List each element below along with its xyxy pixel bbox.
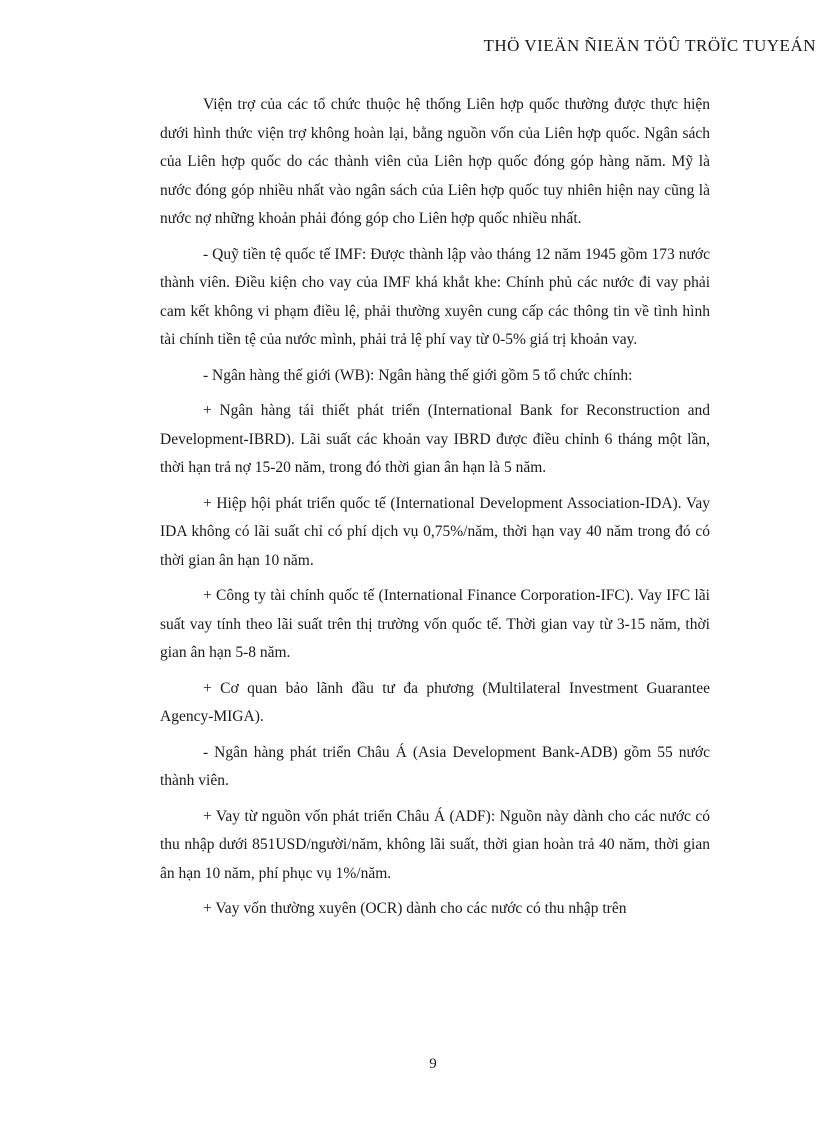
paragraph-ifc: + Công ty tài chính quốc tế (International Finance Corporation-IFC). Vay IFC lãi suất vay tính theo lãi suất trên thị trường vốn quốc tế. Thời gian vay từ 3-15 năm, thời gian ân hạn 5-8 năm. [160,587,710,661]
paragraph-adb: - Ngân hàng phát triển Châu Á (Asia Development Bank-ADB) gồm 55 nước thành viên. [160,743,710,789]
paragraph-world-bank: - Ngân hàng thế giới (WB): Ngân hàng thế giới gồm 5 tổ chức chính: [203,366,633,384]
paragraph-ocr: + Vay vốn thường xuyên (OCR) dành cho các nước có thu nhập trên [203,900,627,917]
paragraph-imf: - Quỹ tiền tệ quốc tế IMF: Được thành lập vào tháng 12 năm 1945 gồm 173 nước thành viên. Điều kiện cho vay của IMF khá khắt khe: Chính phủ các nước đi vay phải cam kết không vi phạm điều lệ, phải thường xuyên cung cấp các thông tin về tình hình tài chính tiền tệ của nước mình, phải trả lệ phí vay từ 0-5% giá trị khoản vay. [160,245,710,348]
page-number: 9 [429,1056,437,1072]
paragraph-adf: + Vay từ nguồn vốn phát triển Châu Á (ADF): Nguồn này dành cho các nước có thu nhập dưới 851USD/người/năm, không lãi suất, thời gian hoàn trả 40 năm, thời gian ân hạn 10 năm, phí phục vụ 1%/năm. [160,807,710,882]
paragraph-ida: + Hiệp hội phát triển quốc tế (International Development Association-IDA). Vay IDA không có lãi suất chỉ có phí dịch vụ 0,75%/năm, thời hạn vay 40 năm trong đó có thời gian ân hạn 10 năm. [160,494,710,569]
paragraph-miga: + Cơ quan bảo lãnh đầu tư đa phương (Multilateral Investment Guarantee Agency-MIGA). [160,679,710,725]
running-header: THÖ VIEÄN ÑIEÄN TÖÛ TRÖÏC TUYEÁN [483,36,816,55]
paragraph-ibrd: + Ngân hàng tái thiết phát triển (International Bank for Reconstruction and Development-IBRD). Lãi suất các khoản vay IBRD được điều chỉnh 6 tháng một lần, thời hạn trả nợ 15-20 năm, trong đó thời gian ân hạn là 5 năm. [160,402,710,476]
page-body [160,91,710,931]
paragraph-un-aid: Viện trợ của các tổ chức thuộc hệ thống Liên hợp quốc thường được thực hiện dưới hình thức viện trợ không hoàn lại, bằng nguồn vốn của Liên hợp quốc. Ngân sách của Liên hợp quốc do các thành viên của Liên hợp quốc đóng góp hàng năm. Mỹ là nước đóng góp nhiều nhất vào ngân sách của Liên hợp quốc tuy nhiên hiện nay cũng là nước nợ những khoản phải đóng góp cho Liên hợp quốc nhiều nhất. [160,96,710,227]
